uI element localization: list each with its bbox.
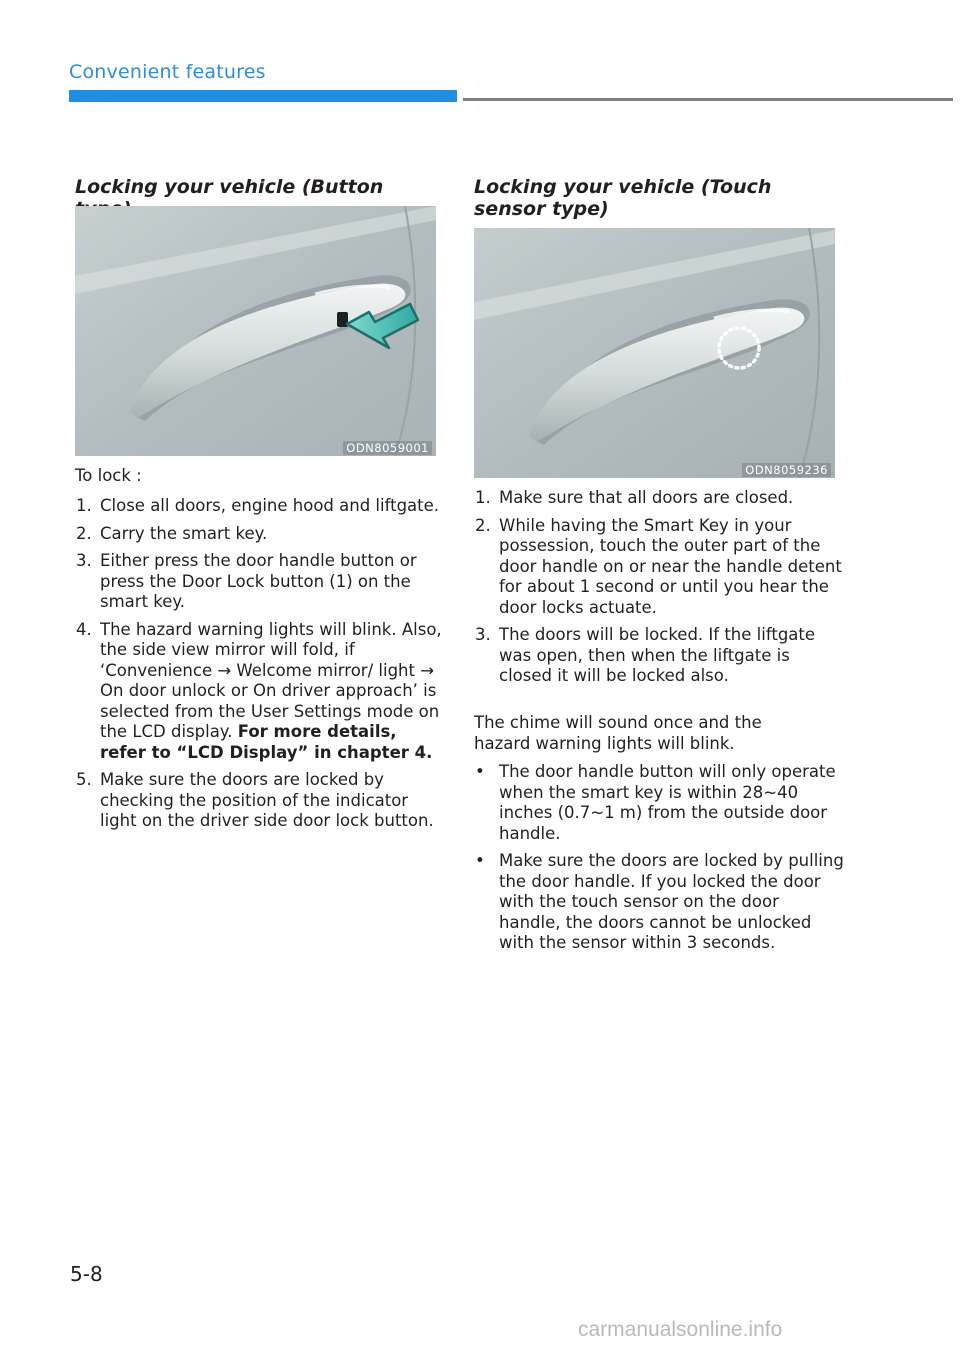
step-text: Make sure the doors are locked by checking the position of the indicator light on the driver side door lock button.: [100, 770, 434, 830]
door-handle-touch-figure: [474, 228, 835, 478]
right-bullets-list: [474, 762, 844, 961]
left-steps-list: [75, 496, 443, 839]
step-number: 1.: [76, 496, 92, 515]
list-item: [474, 762, 844, 844]
right-paragraph: The chime will sound once and the hazard warning lights will blink.: [474, 713, 762, 753]
step-text: While having the Smart Key in your possession, touch the outer part of the door handle on or near the handle detent for about 1 second or until you hear the door locks actuate.: [499, 515, 842, 617]
step-number: 5.: [76, 770, 92, 789]
bullet-mark: •: [475, 762, 485, 781]
step-reference: For more details, refer to “LCD Display” in chapter 4.: [100, 722, 433, 762]
list-item: [75, 770, 443, 832]
list-item: [75, 551, 443, 613]
list-item: [75, 496, 443, 517]
header-rule-gray: [463, 98, 953, 101]
step-text: The hazard warning lights will blink. Also, the side view mirror will fold, if ‘Convenience → Welcome mirror/ light → On door unlock or On driver approach’ is selected from the User Settings mode on the LCD display.: [100, 619, 442, 741]
step-text: The doors will be locked. If the liftgate was open, then when the liftgate is closed it will be locked also.: [499, 625, 816, 685]
step-number: 4.: [76, 619, 92, 639]
step-text: Close all doors, engine hood and liftgate.: [100, 496, 440, 515]
list-item: [75, 620, 443, 764]
header-rule-accent: [69, 90, 457, 102]
bullet-text: The door handle button will only operate when the smart key is within 28~40 inches (0.7~1 m) from the outside door handle.: [499, 762, 836, 843]
list-item: [474, 488, 844, 509]
list-item: [474, 851, 844, 954]
step-number: 3.: [76, 551, 92, 570]
right-figure-code: ODN8059236: [742, 463, 831, 477]
step-number: 2.: [475, 515, 491, 535]
step-text: Carry the smart key.: [100, 523, 268, 543]
list-item: [474, 625, 844, 687]
list-item: [75, 524, 443, 545]
step-text: Either press the door handle button or press the Door Lock button (1) on the smart key.: [100, 551, 417, 611]
step-number: 3.: [475, 625, 491, 644]
right-section-title: Locking your vehicle (Touch sensor type): [474, 176, 772, 220]
step-number: 1.: [475, 488, 491, 507]
watermark: carmanualsonline.info: [578, 1318, 783, 1341]
left-figure-code: ODN8059001: [343, 441, 432, 455]
left-intro: To lock :: [75, 466, 142, 485]
left-section-title: Locking your vehicle (Button: [75, 176, 384, 198]
page-number: 5-8: [70, 1262, 103, 1286]
list-item: [474, 516, 844, 619]
door-handle-touch-illustration: [474, 228, 835, 478]
step-text: Make sure that all doors are closed.: [499, 488, 794, 507]
section-title: Convenient features: [69, 61, 266, 83]
bullet-mark: •: [475, 851, 485, 870]
right-steps-list: [474, 488, 844, 694]
door-handle-button-illustration: [75, 206, 436, 456]
step-number: 2.: [76, 523, 92, 543]
door-handle-button-figure: [75, 206, 436, 456]
bullet-text: Make sure the doors are locked by pulling the door handle. If you locked the door with the touch sensor on the door handle, the doors cannot be unlocked with the sensor within 3 seconds.: [499, 851, 844, 952]
